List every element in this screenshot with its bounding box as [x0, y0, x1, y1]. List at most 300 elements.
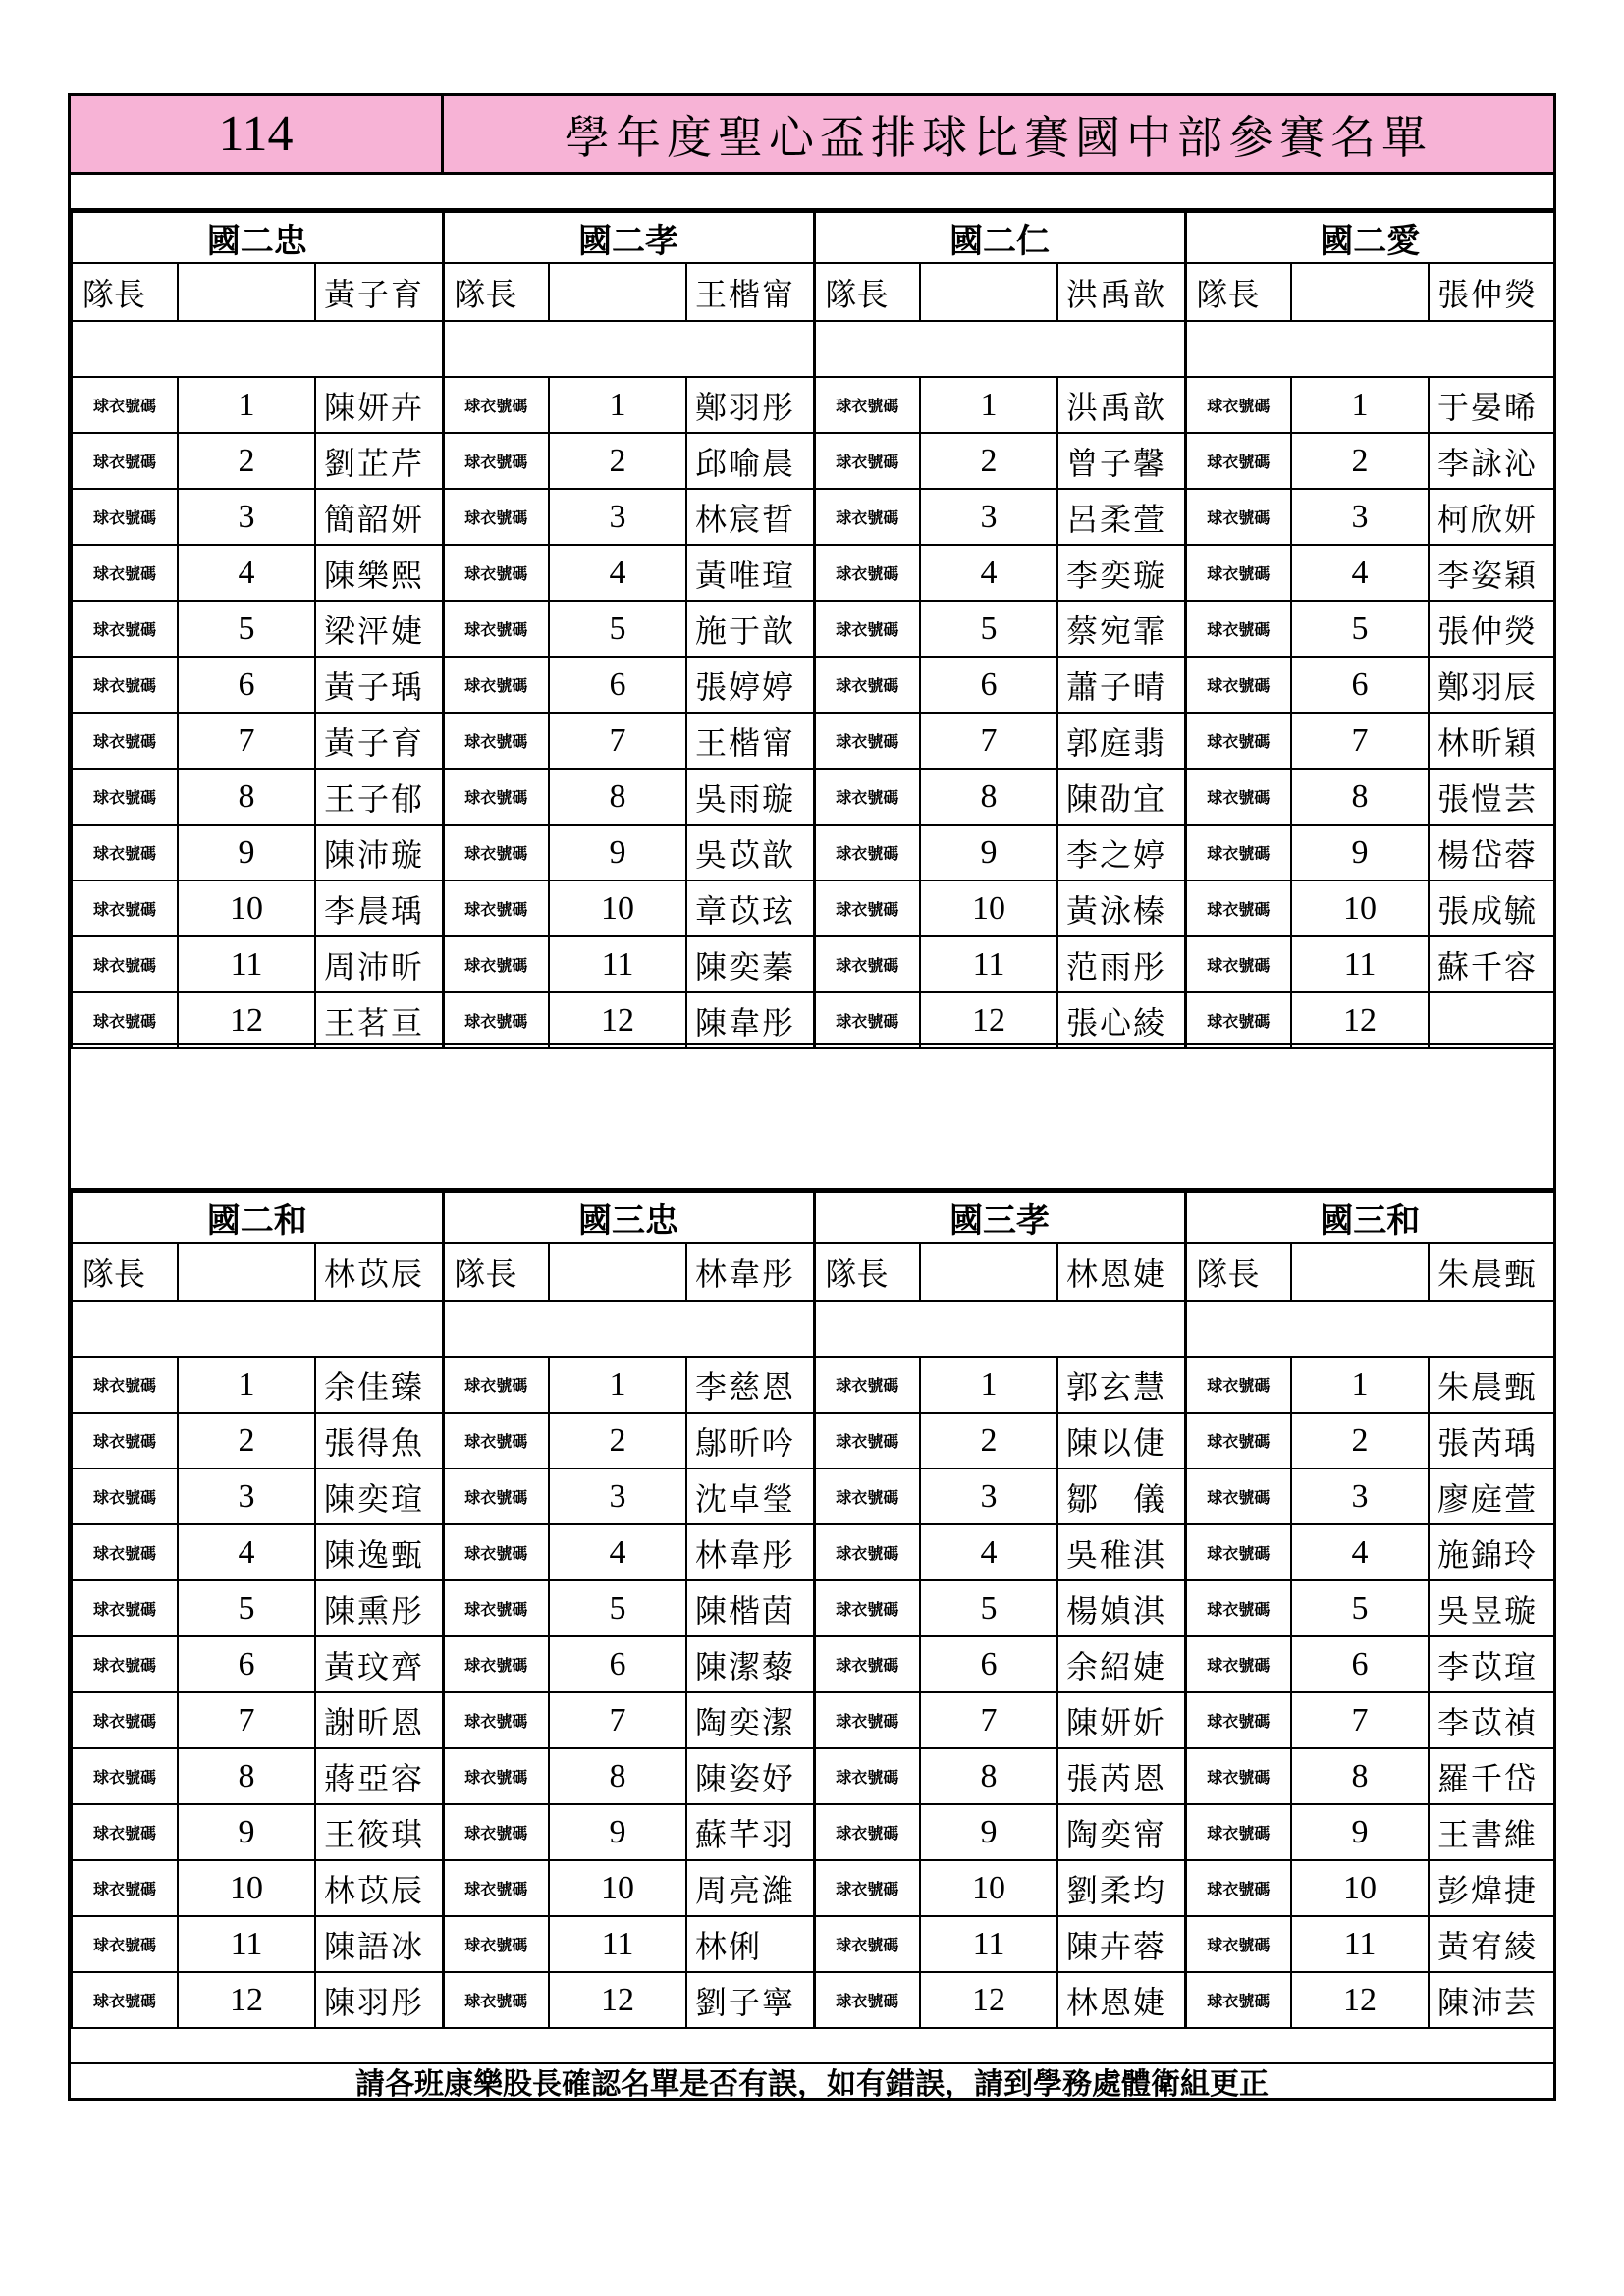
jersey-number: 7: [178, 1692, 315, 1748]
jersey-number: 12: [549, 1972, 686, 2028]
jersey-label: 球衣號碼: [72, 881, 178, 936]
jersey-number: 10: [1291, 1860, 1429, 1916]
jersey-number: 7: [549, 1692, 686, 1748]
player-name: 柯欣妍: [1429, 489, 1554, 545]
player-name: 羅千岱: [1429, 1748, 1554, 1804]
player-name: 范雨彤: [1057, 936, 1185, 992]
jersey-label: 球衣號碼: [443, 1468, 549, 1524]
jersey-label: 球衣號碼: [72, 1972, 178, 2028]
player-name: 陳姿妤: [686, 1748, 814, 1804]
table-row: [72, 936, 1554, 992]
jersey-label: 球衣號碼: [1185, 601, 1291, 657]
jersey-number: 11: [920, 1916, 1057, 1972]
table-row: [72, 881, 1554, 936]
table-row: [72, 1580, 1554, 1636]
player-name: 陳韋彤: [686, 992, 814, 1048]
table-row: [72, 1413, 1554, 1468]
jersey-number: 6: [178, 1636, 315, 1692]
class-name: 國三和: [1185, 1192, 1554, 1243]
jersey-label: 球衣號碼: [443, 1524, 549, 1580]
player-name: 施于歆: [686, 601, 814, 657]
jersey-label: 球衣號碼: [443, 1972, 549, 2028]
jersey-label: 球衣號碼: [443, 545, 549, 601]
jersey-number: 3: [549, 489, 686, 545]
captain-name: 張仲熒: [1429, 263, 1554, 321]
jersey-number: 3: [920, 489, 1057, 545]
table-row: [72, 601, 1554, 657]
roster-table: [71, 1191, 1555, 2029]
captain-name: 王楷甯: [686, 263, 814, 321]
player-name: 吳昱璇: [1429, 1580, 1554, 1636]
jersey-label: 球衣號碼: [72, 992, 178, 1048]
class-name: 國三孝: [814, 1192, 1185, 1243]
player-name: 陳羽彤: [315, 1972, 443, 2028]
jersey-label: 球衣號碼: [443, 433, 549, 489]
jersey-label: 球衣號碼: [443, 1860, 549, 1916]
jersey-number: 3: [920, 1468, 1057, 1524]
jersey-number: 10: [549, 1860, 686, 1916]
jersey-label: 球衣號碼: [1185, 1972, 1291, 2028]
jersey-label: 球衣號碼: [1185, 936, 1291, 992]
player-name: 李詠沁: [1429, 433, 1554, 489]
player-name: 李苡禎: [1429, 1692, 1554, 1748]
jersey-number: 9: [178, 1804, 315, 1860]
table-row: [72, 657, 1554, 713]
player-name: 余紹婕: [1057, 1636, 1185, 1692]
player-name: 陳以倢: [1057, 1413, 1185, 1468]
jersey-number: 2: [549, 433, 686, 489]
table-row: [72, 1468, 1554, 1524]
player-name: 黃子瑀: [315, 657, 443, 713]
jersey-number: 3: [178, 489, 315, 545]
table-row: [72, 377, 1554, 433]
player-name: 謝昕恩: [315, 1692, 443, 1748]
player-name: 王筱琪: [315, 1804, 443, 1860]
player-name: 李苡瑄: [1429, 1636, 1554, 1692]
jersey-number: 3: [1291, 489, 1429, 545]
jersey-number: 6: [178, 657, 315, 713]
jersey-label: 球衣號碼: [814, 713, 920, 769]
class-name: 國二忠: [72, 212, 443, 263]
jersey-number: 8: [1291, 1748, 1429, 1804]
blank-cell: [1185, 321, 1554, 377]
jersey-number: 11: [1291, 936, 1429, 992]
player-name: 鄭羽彤: [686, 377, 814, 433]
player-name: 蔣亞容: [315, 1748, 443, 1804]
blank-cell: [814, 321, 1185, 377]
player-name: 陶奕潔: [686, 1692, 814, 1748]
player-name: 簡韶妍: [315, 489, 443, 545]
class-name: 國三忠: [443, 1192, 814, 1243]
jersey-label: 球衣號碼: [443, 1804, 549, 1860]
player-name: 鄔昕吟: [686, 1413, 814, 1468]
jersey-number: 9: [1291, 1804, 1429, 1860]
player-name: 吳苡歆: [686, 825, 814, 881]
jersey-label: 球衣號碼: [72, 377, 178, 433]
player-name: 陳奕蓁: [686, 936, 814, 992]
jersey-label: 球衣號碼: [443, 936, 549, 992]
jersey-label: 球衣號碼: [1185, 825, 1291, 881]
jersey-label: 球衣號碼: [1185, 1916, 1291, 1972]
captain-label: 隊長: [72, 263, 178, 321]
jersey-label: 球衣號碼: [72, 1636, 178, 1692]
jersey-label: 球衣號碼: [72, 657, 178, 713]
jersey-label: 球衣號碼: [443, 825, 549, 881]
jersey-label: 球衣號碼: [814, 433, 920, 489]
jersey-number: 3: [549, 1468, 686, 1524]
jersey-label: 球衣號碼: [814, 489, 920, 545]
jersey-number: 6: [549, 1636, 686, 1692]
player-name: 陳沛芸: [1429, 1972, 1554, 2028]
player-name: 陳沛璇: [315, 825, 443, 881]
jersey-label: 球衣號碼: [1185, 1636, 1291, 1692]
jersey-number: 9: [920, 825, 1057, 881]
jersey-number: 7: [1291, 1692, 1429, 1748]
jersey-label: 球衣號碼: [1185, 1748, 1291, 1804]
jersey-number: 9: [549, 1804, 686, 1860]
roster-sheet: [68, 93, 1556, 2101]
empty-cell: [920, 263, 1057, 321]
jersey-number: 6: [920, 657, 1057, 713]
jersey-label: 球衣號碼: [443, 1636, 549, 1692]
jersey-label: 球衣號碼: [72, 936, 178, 992]
table-row: [72, 713, 1554, 769]
player-name: 李晨瑀: [315, 881, 443, 936]
player-name: 陳逸甄: [315, 1524, 443, 1580]
table-row: [72, 1748, 1554, 1804]
jersey-label: 球衣號碼: [443, 377, 549, 433]
jersey-number: 7: [1291, 713, 1429, 769]
jersey-label: 球衣號碼: [1185, 881, 1291, 936]
jersey-label: 球衣號碼: [1185, 1804, 1291, 1860]
player-name: 李姿穎: [1429, 545, 1554, 601]
player-name: 黃玟齊: [315, 1636, 443, 1692]
captain-label: 隊長: [814, 263, 920, 321]
jersey-number: 7: [178, 713, 315, 769]
jersey-number: 1: [549, 377, 686, 433]
player-name: 李奕璇: [1057, 545, 1185, 601]
jersey-number: 5: [178, 601, 315, 657]
player-name: 朱晨甄: [1429, 1357, 1554, 1413]
jersey-number: 11: [178, 1916, 315, 1972]
player-name: 蔡宛霏: [1057, 601, 1185, 657]
jersey-number: 6: [1291, 657, 1429, 713]
player-name: 章苡玹: [686, 881, 814, 936]
jersey-number: 5: [920, 601, 1057, 657]
jersey-label: 球衣號碼: [814, 1860, 920, 1916]
jersey-label: 球衣號碼: [1185, 433, 1291, 489]
jersey-number: 7: [920, 713, 1057, 769]
empty-cell: [1291, 263, 1429, 321]
jersey-label: 球衣號碼: [72, 1804, 178, 1860]
player-name: 余佳臻: [315, 1357, 443, 1413]
jersey-number: 2: [1291, 433, 1429, 489]
jersey-number: 9: [549, 825, 686, 881]
jersey-number: 10: [1291, 881, 1429, 936]
empty-cell: [1291, 1243, 1429, 1301]
jersey-label: 球衣號碼: [72, 601, 178, 657]
jersey-label: 球衣號碼: [814, 1468, 920, 1524]
jersey-number: 12: [920, 1972, 1057, 2028]
jersey-label: 球衣號碼: [1185, 657, 1291, 713]
jersey-label: 球衣號碼: [814, 1804, 920, 1860]
jersey-label: 球衣號碼: [443, 713, 549, 769]
player-name: 陳奕瑄: [315, 1468, 443, 1524]
blank-cell: [443, 321, 814, 377]
player-name: 陳樂熙: [315, 545, 443, 601]
player-name: 鄭羽辰: [1429, 657, 1554, 713]
jersey-label: 球衣號碼: [72, 433, 178, 489]
player-name: 蘇千容: [1429, 936, 1554, 992]
table-row: [72, 1916, 1554, 1972]
jersey-number: 8: [178, 1748, 315, 1804]
player-name: 楊媜淇: [1057, 1580, 1185, 1636]
jersey-number: 10: [920, 1860, 1057, 1916]
class-name: 國二愛: [1185, 212, 1554, 263]
jersey-number: 4: [920, 545, 1057, 601]
jersey-label: 球衣號碼: [72, 1468, 178, 1524]
jersey-number: 4: [920, 1524, 1057, 1580]
player-name: 沈卓瑩: [686, 1468, 814, 1524]
jersey-label: 球衣號碼: [814, 936, 920, 992]
jersey-number: 1: [1291, 1357, 1429, 1413]
jersey-label: 球衣號碼: [814, 825, 920, 881]
blank-cell: [72, 321, 443, 377]
player-name: 鄒 儀: [1057, 1468, 1185, 1524]
jersey-number: 8: [549, 1748, 686, 1804]
jersey-number: 5: [549, 601, 686, 657]
class-name: 國二仁: [814, 212, 1185, 263]
jersey-number: 5: [1291, 1580, 1429, 1636]
jersey-label: 球衣號碼: [72, 1413, 178, 1468]
jersey-number: 12: [1291, 992, 1429, 1048]
table-row: [72, 545, 1554, 601]
player-name: 林恩婕: [1057, 1972, 1185, 2028]
jersey-number: 11: [549, 936, 686, 992]
blank-cell: [72, 1301, 443, 1357]
player-name: 陳楷茵: [686, 1580, 814, 1636]
player-name: 黃泳榛: [1057, 881, 1185, 936]
table-row: [72, 1357, 1554, 1413]
jersey-label: 球衣號碼: [814, 881, 920, 936]
jersey-label: 球衣號碼: [443, 601, 549, 657]
jersey-label: 球衣號碼: [814, 992, 920, 1048]
roster-block-2: [71, 1191, 1553, 2029]
table-row: [72, 1972, 1554, 2028]
jersey-label: 球衣號碼: [72, 713, 178, 769]
jersey-number: 8: [178, 769, 315, 825]
jersey-number: 1: [549, 1357, 686, 1413]
roster-table: [71, 211, 1555, 1049]
captain-label: 隊長: [443, 263, 549, 321]
player-name: 林苡辰: [315, 1860, 443, 1916]
jersey-number: 12: [178, 992, 315, 1048]
jersey-label: 球衣號碼: [443, 1580, 549, 1636]
jersey-label: 球衣號碼: [1185, 769, 1291, 825]
player-name: 吳稚淇: [1057, 1524, 1185, 1580]
player-name: 梁泙婕: [315, 601, 443, 657]
class-name: 國二和: [72, 1192, 443, 1243]
player-name: [1429, 992, 1554, 1048]
player-name: 陳潔藜: [686, 1636, 814, 1692]
jersey-number: 6: [549, 657, 686, 713]
player-name: 陳熏彤: [315, 1580, 443, 1636]
blank-spacer-row: [71, 172, 1553, 211]
player-name: 王楷甯: [686, 713, 814, 769]
jersey-label: 球衣號碼: [1185, 1413, 1291, 1468]
jersey-label: 球衣號碼: [1185, 545, 1291, 601]
jersey-number: 12: [178, 1972, 315, 2028]
jersey-label: 球衣號碼: [443, 1692, 549, 1748]
player-name: 蘇芊羽: [686, 1804, 814, 1860]
player-name: 張婷婷: [686, 657, 814, 713]
captain-label: 隊長: [1185, 263, 1291, 321]
player-name: 于晏晞: [1429, 377, 1554, 433]
jersey-label: 球衣號碼: [1185, 713, 1291, 769]
table-row: [72, 769, 1554, 825]
jersey-label: 球衣號碼: [814, 1748, 920, 1804]
jersey-number: 8: [920, 769, 1057, 825]
jersey-label: 球衣號碼: [72, 1860, 178, 1916]
jersey-number: 7: [549, 713, 686, 769]
table-row: [72, 1692, 1554, 1748]
jersey-number: 5: [920, 1580, 1057, 1636]
jersey-number: 4: [549, 1524, 686, 1580]
jersey-label: 球衣號碼: [72, 1580, 178, 1636]
jersey-label: 球衣號碼: [443, 1748, 549, 1804]
jersey-label: 球衣號碼: [443, 769, 549, 825]
player-name: 劉子寧: [686, 1972, 814, 2028]
jersey-number: 4: [1291, 1524, 1429, 1580]
jersey-number: 2: [178, 433, 315, 489]
jersey-label: 球衣號碼: [814, 1972, 920, 2028]
empty-cell: [920, 1243, 1057, 1301]
jersey-number: 10: [549, 881, 686, 936]
jersey-label: 球衣號碼: [1185, 1524, 1291, 1580]
blank-cell: [443, 1301, 814, 1357]
jersey-label: 球衣號碼: [72, 1748, 178, 1804]
jersey-number: 5: [549, 1580, 686, 1636]
jersey-number: 1: [178, 1357, 315, 1413]
jersey-number: 8: [920, 1748, 1057, 1804]
player-name: 林俐: [686, 1916, 814, 1972]
jersey-label: 球衣號碼: [814, 1413, 920, 1468]
jersey-number: 6: [920, 1636, 1057, 1692]
jersey-number: 1: [1291, 377, 1429, 433]
player-name: 李之婷: [1057, 825, 1185, 881]
jersey-label: 球衣號碼: [1185, 1580, 1291, 1636]
player-name: 王子郁: [315, 769, 443, 825]
jersey-number: 7: [920, 1692, 1057, 1748]
class-name: 國二孝: [443, 212, 814, 263]
table-row: [72, 1804, 1554, 1860]
footer-note: 請各班康樂股長確認名單是否有誤，如有錯誤，請到學務處體衛組更正: [71, 2062, 1553, 2098]
jersey-number: 9: [1291, 825, 1429, 881]
jersey-label: 球衣號碼: [814, 1916, 920, 1972]
jersey-number: 1: [920, 1357, 1057, 1413]
jersey-label: 球衣號碼: [443, 1357, 549, 1413]
jersey-number: 10: [178, 1860, 315, 1916]
table-row: [72, 1524, 1554, 1580]
jersey-label: 球衣號碼: [72, 769, 178, 825]
jersey-number: 12: [1291, 1972, 1429, 2028]
jersey-number: 4: [178, 1524, 315, 1580]
player-name: 王書維: [1429, 1804, 1554, 1860]
jersey-number: 8: [549, 769, 686, 825]
player-name: 周沛昕: [315, 936, 443, 992]
table-row: [72, 489, 1554, 545]
player-name: 楊岱蓉: [1429, 825, 1554, 881]
jersey-label: 球衣號碼: [1185, 1860, 1291, 1916]
jersey-number: 4: [1291, 545, 1429, 601]
empty-cell: [549, 263, 686, 321]
player-name: 廖庭萱: [1429, 1468, 1554, 1524]
table-row: [72, 433, 1554, 489]
table-row: [72, 1636, 1554, 1692]
jersey-label: 球衣號碼: [1185, 1468, 1291, 1524]
jersey-label: 球衣號碼: [814, 601, 920, 657]
captain-name: 林恩婕: [1057, 1243, 1185, 1301]
player-name: 蕭子晴: [1057, 657, 1185, 713]
captain-label: 隊長: [1185, 1243, 1291, 1301]
table-row: [72, 992, 1554, 1048]
player-name: 郭玄慧: [1057, 1357, 1185, 1413]
player-name: 郭庭翡: [1057, 713, 1185, 769]
table-row: [72, 1860, 1554, 1916]
jersey-number: 10: [920, 881, 1057, 936]
player-name: 周亮濰: [686, 1860, 814, 1916]
jersey-number: 11: [178, 936, 315, 992]
player-name: 陳語冰: [315, 1916, 443, 1972]
jersey-label: 球衣號碼: [1185, 489, 1291, 545]
jersey-number: 2: [920, 1413, 1057, 1468]
jersey-number: 11: [549, 1916, 686, 1972]
jersey-number: 4: [178, 545, 315, 601]
jersey-label: 球衣號碼: [72, 1692, 178, 1748]
player-name: 吳雨璇: [686, 769, 814, 825]
player-name: 陳劭宜: [1057, 769, 1185, 825]
captain-name: 洪禹歆: [1057, 263, 1185, 321]
player-name: 黃宥綾: [1429, 1916, 1554, 1972]
player-name: 陶奕甯: [1057, 1804, 1185, 1860]
player-name: 張得魚: [315, 1413, 443, 1468]
jersey-number: 12: [549, 992, 686, 1048]
table-row: [72, 825, 1554, 881]
jersey-number: 1: [178, 377, 315, 433]
jersey-label: 球衣號碼: [72, 1357, 178, 1413]
captain-name: 朱晨甄: [1429, 1243, 1554, 1301]
jersey-number: 3: [1291, 1468, 1429, 1524]
jersey-label: 球衣號碼: [443, 1413, 549, 1468]
player-name: 張心綾: [1057, 992, 1185, 1048]
captain-name: 黃子育: [315, 263, 443, 321]
roster-block-1: [71, 211, 1553, 1049]
jersey-number: 12: [920, 992, 1057, 1048]
jersey-number: 5: [1291, 601, 1429, 657]
player-name: 陳卉蓉: [1057, 1916, 1185, 1972]
jersey-label: 球衣號碼: [814, 1357, 920, 1413]
player-name: 黃子育: [315, 713, 443, 769]
jersey-label: 球衣號碼: [1185, 1692, 1291, 1748]
player-name: 黃唯瑄: [686, 545, 814, 601]
jersey-label: 球衣號碼: [1185, 992, 1291, 1048]
player-name: 陳妍妡: [1057, 1692, 1185, 1748]
jersey-label: 球衣號碼: [814, 1636, 920, 1692]
jersey-label: 球衣號碼: [1185, 1357, 1291, 1413]
jersey-label: 球衣號碼: [814, 545, 920, 601]
captain-label: 隊長: [814, 1243, 920, 1301]
jersey-label: 球衣號碼: [72, 545, 178, 601]
